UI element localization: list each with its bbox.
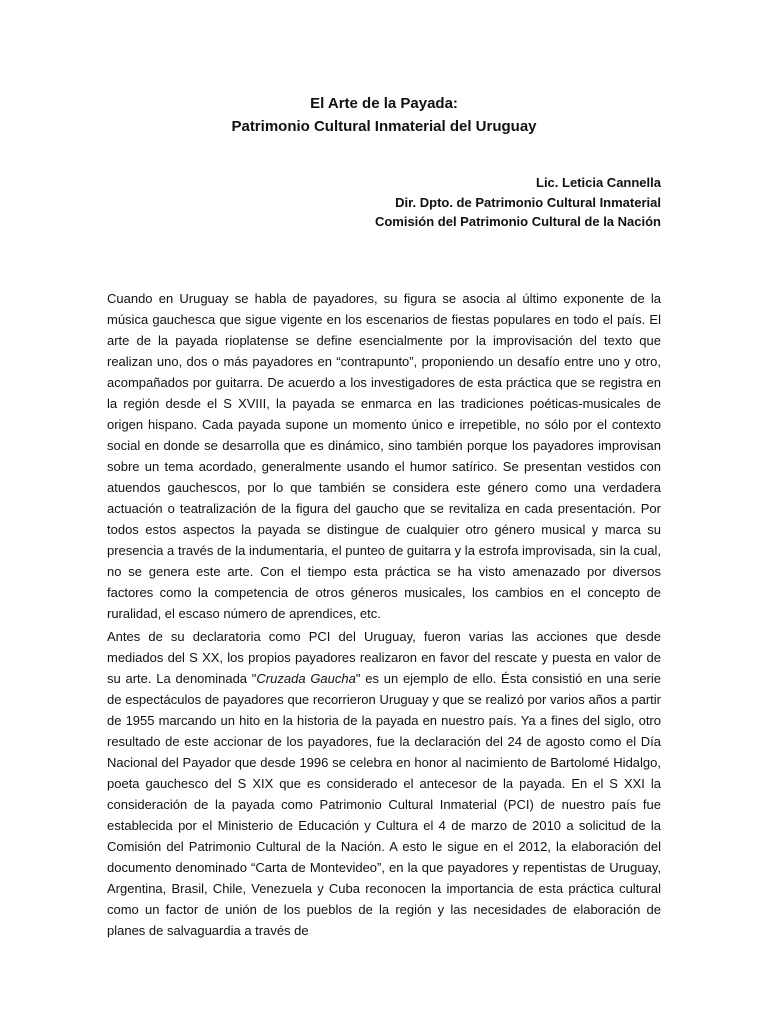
body-paragraph-1: Cuando en Uruguay se habla de payadores, su figura se asocia al último exponente de la música gauchesca que sigue vigente en los escenarios de fiestas populares en todo el país. El arte de la payada rioplatense se define esencialmente por la improvisación del texto que realizan uno, dos o más payadores en “contrapunto”, proponiendo un desafío entre uno y otro, acompañados por guitarra. De acuerdo a los investigadores de esta práctica que se registra en la región desde el S XVIII, la payada se enmarca en las tradiciones poéticas-musicales de origen hispano. Cada payada supone un momento único e irrepetible, no sólo por el contexto social en donde se desarrolla que es dinámico, sino también porque los payadores improvisan sobre un tema acordado, generalmente usando el humor satírico. Se presentan vestidos con atuendos gauchescos, por lo que también se considera este género como una verdadera actuación o teatralización de la figura del gaucho que se revitaliza en cada presentación. Por todos estos aspectos la payada se distingue de cualquier otro género musical y marca su presencia a través de la indumentaria, el punteo de guitarra y la estrofa improvisada, sin la cual, no se genera este arte. Con el tiempo esta práctica se ha visto amenazado por diversos factores como la competencia de otros géneros musicales, los cambios en el concepto de ruralidad, el escaso número de aprendices, etc. <box>107 291 661 621</box>
title-line-1: El Arte de la Payada: <box>310 95 458 112</box>
title-line-2: Patrimonio Cultural Inmaterial del Uruguay <box>231 118 537 135</box>
paragraph-2-text-before: Antes de su declaratoria como PCI del Uruguay, fueron varias las acciones que desde mediados del S XX, los propios payadores realizaron en favor del rescate y puesta en valor de su arte. La denominada " <box>107 629 661 686</box>
author-role: Dir. Dpto. de Patrimonio Cultural Inmaterial <box>395 194 661 210</box>
body-paragraph-2 <box>107 626 661 941</box>
paragraph-2-text-after: " es un ejemplo de ello. Ésta consistió en una serie de espectáculos de payadores que recorrieron Uruguay y que se realizó por varios años a partir de 1955 marcando un hito en la historia de la payada en nuestro país. Ya a fines del siglo, otro resultado de este accionar de los payadores, fue la declaración del 24 de agosto como el Día Nacional del Payador que desde 1996 se celebra en honor al nacimiento de Bartolomé Hidalgo, poeta gauchesco del S XIX que es considerado el antecesor de la payada. En el S XXI la consideración de la payada como Patrimonio Cultural Inmaterial (PCI) de nuestro país fue establecida por el Ministerio de Educación y Cultura el 4 de marzo de 2010 a solicitud de la Comisión del Patrimonio Cultural de la Nación. A esto le sigue en el 2012, la elaboración del documento denominado “Carta de Montevideo”, en la que payadores y repentistas de Uruguay, Argentina, Brasil, Chile, Venezuela y Cuba reconocen la importancia de esta práctica cultural como un factor de unión de los pueblos de la región y las necesidades de elaboración de planes de salvaguardia a través de <box>107 671 662 938</box>
paragraph-2-italic-title: Cruzada Gaucha <box>256 671 356 686</box>
author-institution: Comisión del Patrimonio Cultural de la Nación <box>374 214 661 229</box>
document-title <box>0 92 768 138</box>
author-block <box>201 173 661 232</box>
author-name: Lic. Leticia Cannella <box>536 175 661 190</box>
